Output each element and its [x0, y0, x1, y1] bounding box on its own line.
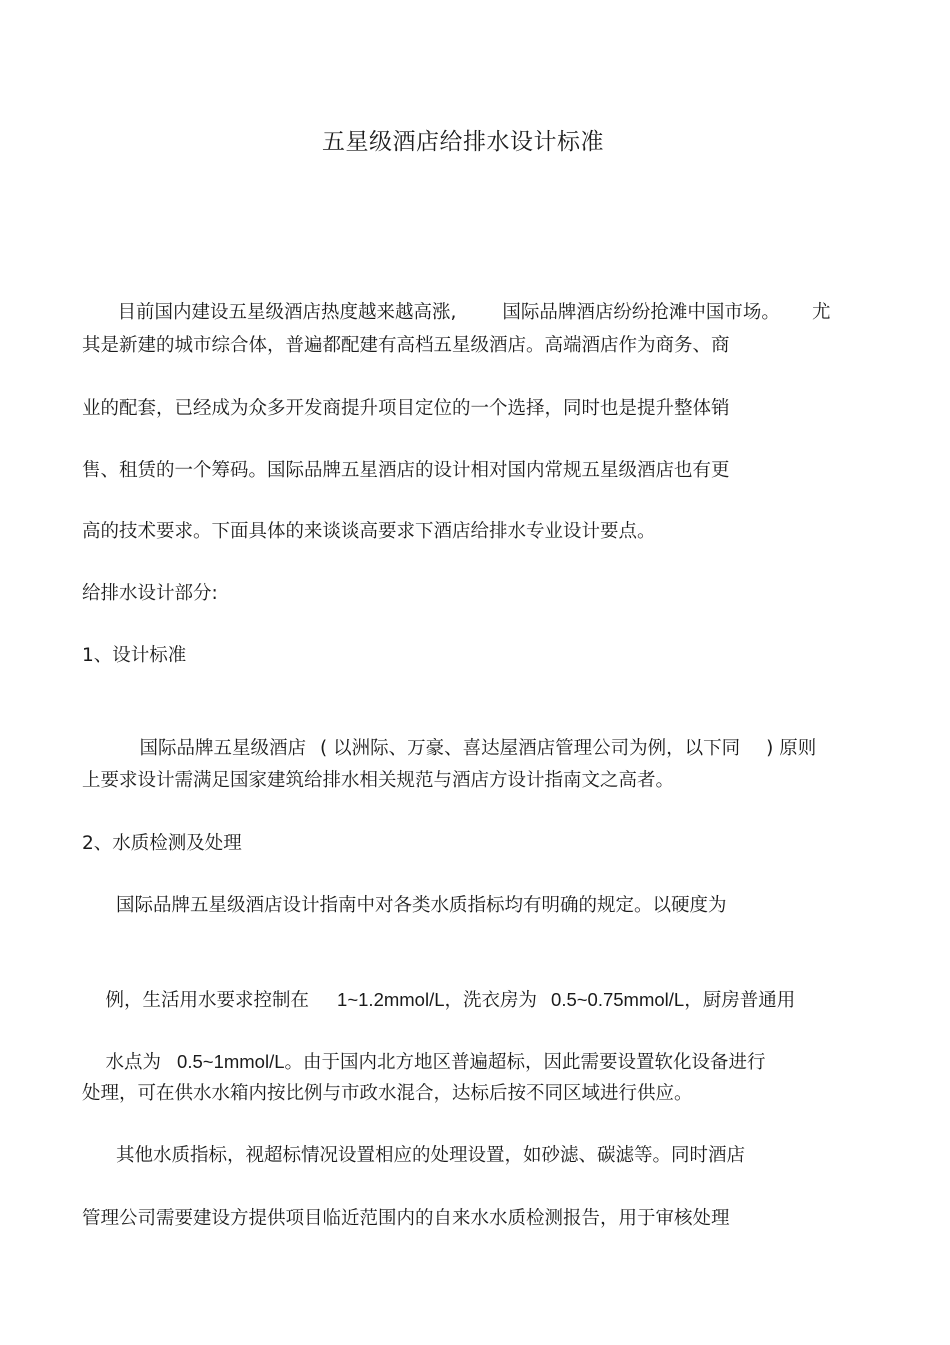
paragraph-line: 其他水质指标，视超标情况设置相应的处理设置，如砂滤、碳滤等。同时酒店: [116, 1145, 746, 1166]
paragraph-line: 管理公司需要建设方提供项目临近范围内的自来水水质检测报告，用于审核处理: [82, 1208, 730, 1229]
subsection-heading: 1、设计标准: [82, 645, 187, 666]
paragraph-line: 其是新建的城市综合体，普遍都配建有高档五星级酒店。高端酒店作为商务、商: [82, 335, 730, 356]
text-segment: 国际品牌五星级酒店: [139, 738, 307, 759]
text-segment: 目前国内建设五星级酒店热度越来越高涨,: [117, 302, 457, 323]
paragraph-line: [82, 1017, 766, 1073]
text-segment: 例，生活用水要求控制在: [105, 990, 310, 1011]
paragraph-line: 上要求设计需满足国家建筑给排水相关规范与酒店方设计指南文之高者。: [82, 770, 675, 791]
text-segment: 国际品牌酒店纷纷抢滩中国市场。: [502, 302, 780, 323]
text-segment: ( 以洲际、万豪、喜达屋酒店管理公司为例，以下同: [320, 738, 741, 759]
text-segment: ，厨房普通用: [684, 990, 796, 1011]
paragraph-line: 国际品牌五星级酒店设计指南中对各类水质指标均有明确的规定。以硬度为: [116, 895, 727, 916]
paragraph-line: 高的技术要求。下面具体的来谈谈高要求下酒店给排水专业设计要点。: [82, 521, 656, 542]
hardness-value-kitchen: 0.5~1mmol/L: [177, 1051, 285, 1072]
section-heading: 给排水设计部分:: [82, 583, 218, 604]
text-segment: 。由于国内北方地区普遍超标，因此需要设置软化设备进行: [284, 1052, 766, 1073]
paragraph-line: [94, 268, 831, 323]
hardness-value-laundry: 0.5~0.75mmol/L: [551, 989, 685, 1010]
paragraph-line: [82, 955, 796, 1011]
text-segment: ) 原则: [766, 738, 817, 759]
paragraph-line: 业的配套，已经成为众多开发商提升项目定位的一个选择，同时也是提升整体销: [82, 398, 730, 419]
document-title: 五星级酒店给排水设计标准: [322, 129, 604, 155]
text-segment: 尤: [811, 302, 831, 323]
paragraph-line: 处理，可在供水水箱内按比例与市政水混合，达标后按不同区域进行供应。: [82, 1083, 693, 1104]
text-segment: 水点为: [105, 1052, 162, 1073]
text-segment: ，洗衣房为: [444, 990, 538, 1011]
subsection-heading: 2、水质检测及处理: [82, 833, 242, 854]
paragraph-line: 售、租赁的一个筹码。国际品牌五星酒店的设计相对国内常规五星级酒店也有更: [82, 460, 730, 481]
hardness-value-domestic: 1~1.2mmol/L: [337, 989, 445, 1010]
paragraph-line: [116, 704, 817, 759]
